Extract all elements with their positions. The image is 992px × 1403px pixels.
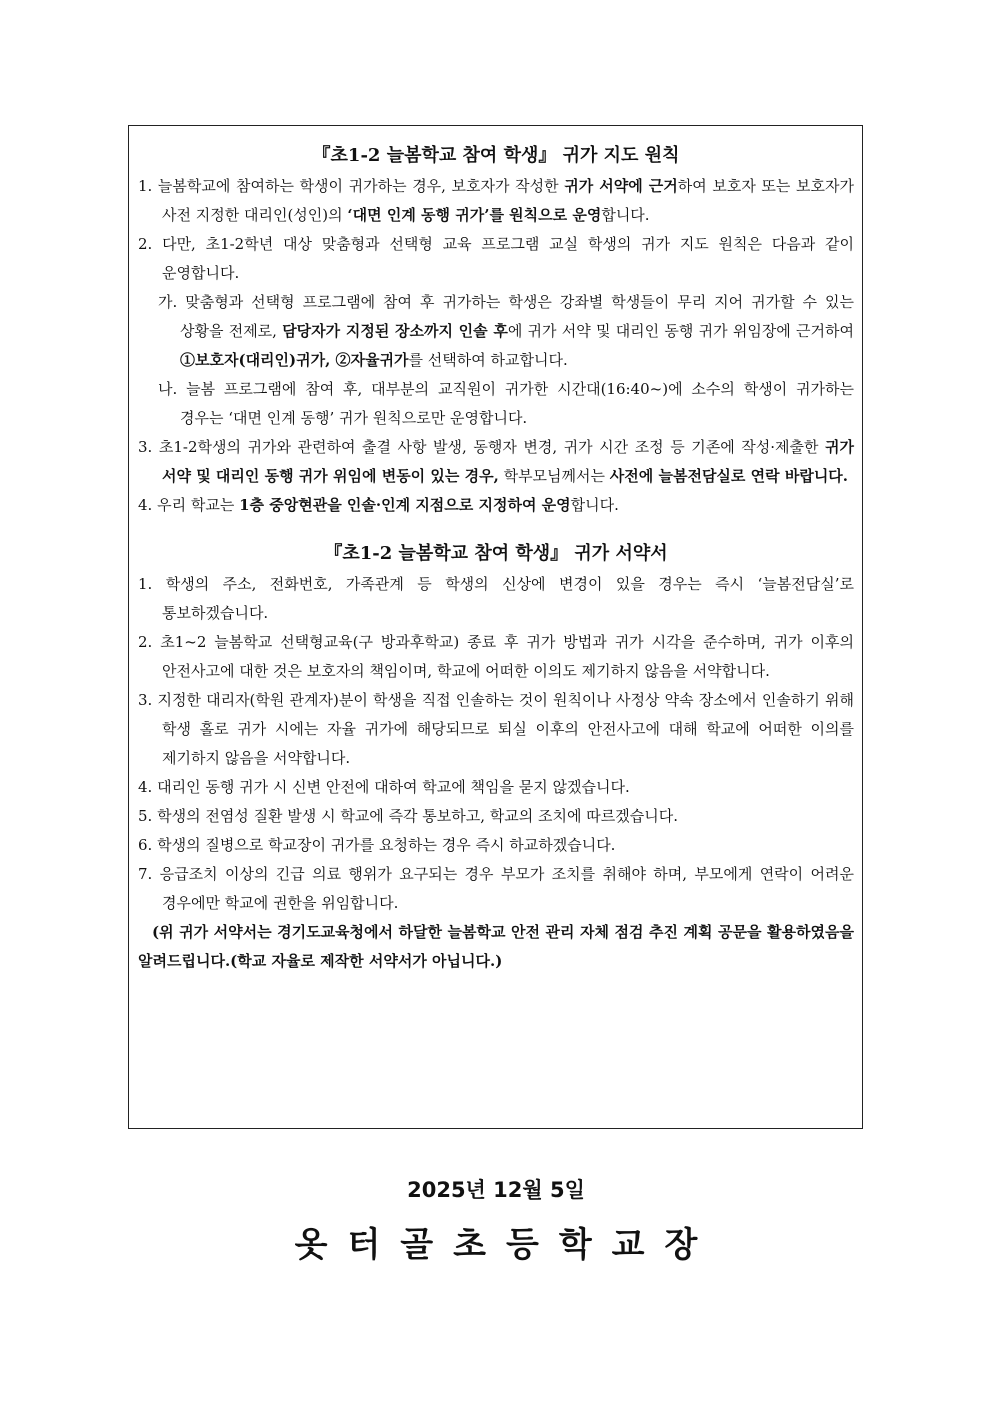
item-text: 대리인 동행 귀가 시 신변 안전에 대하여 학교에 책임을 묻지 않겠습니다. <box>157 778 630 796</box>
pledge-title: 『초1-2 늘봄학교 참여 학생』 귀가 서약서 <box>324 543 668 564</box>
item-text: 학생의 전염성 질환 발생 시 학교에 즉각 통보하고, 학교의 조치에 따르겠습니다. <box>157 807 678 825</box>
item-number: 5. <box>138 807 158 825</box>
principle-item-3 <box>138 433 854 491</box>
item-number: 4. <box>138 778 158 796</box>
item-number: 1. <box>138 177 158 195</box>
school-principal-signature: 옷터골초등학교장 <box>294 1225 718 1265</box>
item-bold-text: ①보호자(대리인)귀가, ②자율귀가 <box>180 351 409 369</box>
item-number: 4. <box>138 496 158 514</box>
item-number: 1. <box>138 575 166 593</box>
item-text: 를 선택하여 하교합니다. <box>408 351 568 369</box>
item-number: 가. <box>158 293 186 311</box>
item-text: 학생의 질병으로 학교장이 귀가를 요청하는 경우 즉시 하교하겠습니다. <box>157 836 616 854</box>
pledge-item-1 <box>138 570 854 628</box>
item-number: 3. <box>138 691 158 709</box>
pledge-item-4 <box>138 773 854 802</box>
item-text: 합니다. <box>570 496 619 514</box>
pledge-item-5 <box>138 802 854 831</box>
principle-item-4 <box>138 491 854 520</box>
principle-item-1 <box>138 172 854 230</box>
document-box <box>128 125 863 1129</box>
item-text: 우리 학교는 <box>157 496 240 514</box>
item-number: 나. <box>158 380 187 398</box>
item-bold-text: 귀가 서약 및 대리인 동행 귀가 위임에 변동이 있는 경우, <box>162 438 854 485</box>
pledge-note: (위 귀가 서약서는 경기도교육청에서 하달한 늘봄학교 안전 관리 자체 점검 추진 계획 공문을 활용하였음을 알려드립니다.(학교 자율로 제작한 서약서가 아닙니다.) <box>138 923 854 970</box>
principle-item-2 <box>138 230 854 288</box>
item-text: 늘봄 프로그램에 참여 후, 대부분의 교직원이 귀가한 시간대(16:40~)에 소수의 학생이 귀가하는 경우는 ‘대면 인계 동행’ 귀가 원칙으로만 운영합니다. <box>180 380 854 427</box>
item-text: 학부모님께서는 <box>498 467 610 485</box>
item-number: 6. <box>138 836 158 854</box>
pledge-item-3 <box>138 686 854 773</box>
item-text: 다만, 초1-2학년 대상 맞춤형과 선택형 교육 프로그램 교실 학생의 귀가 지도 원칙은 다음과 같이 운영합니다. <box>162 235 854 282</box>
item-text: 에 귀가 서약 및 대리인 동행 귀가 위임장에 근거하여 <box>507 322 854 340</box>
item-number: 2. <box>138 235 163 253</box>
pledge-item-7 <box>138 860 854 918</box>
principle-item-2b <box>138 375 854 433</box>
item-text: 학생의 주소, 전화번호, 가족관계 등 학생의 신상에 변경이 있을 경우는 즉시 ‘늘봄전담실’로 통보하겠습니다. <box>162 575 854 622</box>
document-date: 2025년 12월 5일 <box>407 1178 585 1202</box>
principles-title: 『초1-2 늘봄학교 참여 학생』 귀가 지도 원칙 <box>312 145 680 166</box>
item-text: 하여 보호자 또는 보호자가 사전 지정한 대리인(성인)의 <box>162 177 854 224</box>
item-number: 7. <box>138 865 160 883</box>
item-number: 3. <box>138 438 159 456</box>
item-text: 합니다. <box>601 206 650 224</box>
item-number: 2. <box>138 633 161 651</box>
item-text: 초1~2 늘봄학교 선택형교육(구 방과후학교) 종료 후 귀가 방법과 귀가 시각을 준수하며, 귀가 이후의 안전사고에 대한 것은 보호자의 책임이며, 학교에 어떠한 이의도 제기하지 않음을 서약합니다. <box>160 633 854 680</box>
item-bold-text: 담당자가 지정된 장소까지 인솔 후 <box>282 322 508 340</box>
pledge-item-6 <box>138 831 854 860</box>
item-text: 지정한 대리자(학원 관계자)분이 학생을 직접 인솔하는 것이 원칙이나 사정상 약속 장소에서 인솔하기 위해 학생 홀로 귀가 시에는 자율 귀가에 해당되므로 퇴실 이후의 안전사고에 대해 학교에 어떠한 이의를 제기하지 않음을 서약합니다. <box>157 691 854 767</box>
item-text: 늘봄학교에 참여하는 학생이 귀가하는 경우, 보호자가 작성한 <box>157 177 565 195</box>
item-bold-text: 1층 중앙현관을 인솔·인계 지점으로 지정하여 운영 <box>239 496 571 514</box>
item-text: 초1-2학생의 귀가와 관련하여 출결 사항 발생, 동행자 변경, 귀가 시간 조정 등 기존에 작성·제출한 <box>158 438 825 456</box>
item-bold-text: ‘대면 인계 동행 귀가’를 원칙으로 운영 <box>347 206 602 224</box>
item-text: 응급조치 이상의 긴급 의료 행위가 요구되는 경우 부모가 조치를 취해야 하며, 부모에게 연락이 어려운 경우에만 학교에 권한을 위임합니다. <box>159 865 854 912</box>
item-text: 맞춤형과 선택형 프로그램에 참여 후 귀가하는 학생은 강좌별 학생들이 무리 지어 귀가할 수 있는 상황을 전제로, <box>180 293 854 340</box>
principle-item-2a <box>138 288 854 375</box>
item-bold-text: 귀가 서약에 근거 <box>564 177 678 195</box>
item-bold-text: 사전에 늘봄전담실로 연락 바랍니다. <box>609 467 849 485</box>
pledge-item-2 <box>138 628 854 686</box>
